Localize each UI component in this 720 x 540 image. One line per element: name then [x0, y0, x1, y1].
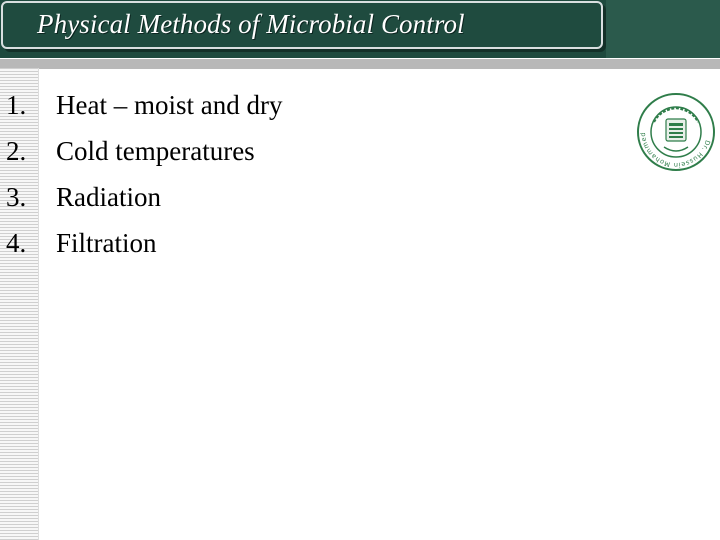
list-item-number: 3.: [6, 182, 27, 212]
list-item-text: Radiation: [56, 182, 161, 212]
title-box: [1, 1, 603, 49]
slide-title: Physical Methods of Microbial Control: [37, 9, 465, 39]
list-item-text: Filtration: [56, 228, 157, 258]
list-item-number: 1.: [6, 90, 27, 120]
header-divider: [0, 58, 720, 69]
svg-text:Dr. Hussein Mohammed: Dr. Hussein Mohammed: [638, 131, 712, 170]
list-item-number: 4.: [6, 228, 27, 258]
list-item-text: Cold temperatures: [56, 136, 255, 166]
university-seal-icon: [636, 92, 716, 172]
list-item-number: 2.: [6, 136, 27, 166]
header-accent: [606, 0, 720, 58]
list-item-text: Heat – moist and dry: [56, 90, 283, 120]
